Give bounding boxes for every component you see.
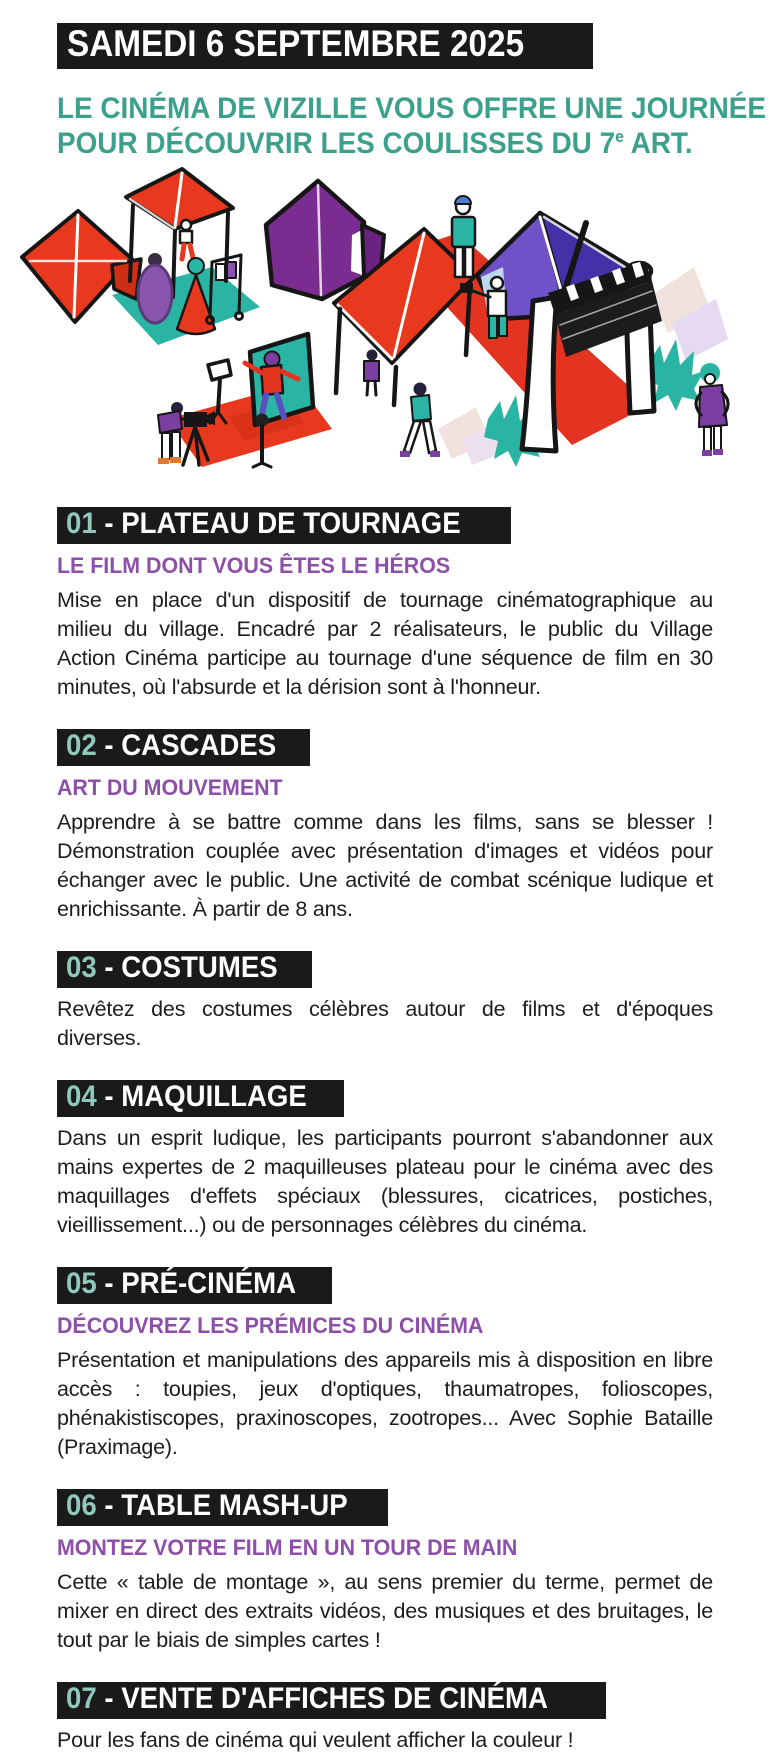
- section-title: MAQUILLAGE: [121, 1080, 307, 1113]
- section-vente-affiches: [57, 1682, 713, 1755]
- section-banner: [57, 1267, 332, 1304]
- section-body: Mise en place d'un dispositif de tournage cinématographique au milieu du village. Encadré par 2 réalisateurs, le public du Village Action Cinéma participe au tournage d'une séquence de film en 30 minutes, où l'absurde et la dérision sont à l'honneur.: [57, 588, 713, 699]
- section-body: Dans un esprit ludique, les participants pourront s'abandonner aux mains expertes de 2 maquilleuses plateau pour le cinéma avec des maquillages d'effets spéciaux (blessures, cicatrices, postiches, vieillissement...) ou de personnages célèbres du cinéma.: [57, 1126, 713, 1237]
- section-subtitle: ART DU MOUVEMENT: [57, 775, 283, 800]
- section-title: CASCADES: [121, 729, 277, 762]
- section-subtitle: LE FILM DONT VOUS ÊTES LE HÉROS: [57, 553, 451, 578]
- section-maquillage: [57, 1080, 713, 1240]
- visitor-walking: [400, 383, 440, 458]
- event-date: SAMEDI 6 SEPTEMBRE 2025: [67, 23, 525, 64]
- section-banner: [57, 1489, 388, 1526]
- section-table-mash-up: [57, 1489, 713, 1655]
- section-subtitle: MONTEZ VOTRE FILM EN UN TOUR DE MAIN: [57, 1535, 518, 1560]
- section-number: 04: [66, 1080, 97, 1113]
- separator: -: [96, 507, 122, 540]
- paper-fans-right: [652, 267, 728, 361]
- section-body: Cette « table de montage », au sens premier du terme, permet de mixer en direct des extraits vidéos, des musiques et des bruitages, le tout par le biais de simples cartes !: [57, 1570, 713, 1652]
- section-banner: [57, 507, 511, 544]
- section-number: 07: [66, 1682, 97, 1715]
- section-banner: [57, 1080, 344, 1117]
- section-number: 02: [66, 729, 97, 762]
- section-title: PRÉ-CINÉMA: [121, 1267, 297, 1300]
- village-illustration: [0, 167, 768, 467]
- section-subtitle: DÉCOUVREZ LES PRÉMICES DU CINÉMA: [57, 1313, 484, 1338]
- page-title-banner: [57, 23, 593, 69]
- section-title: COSTUMES: [121, 951, 278, 984]
- section-costumes: [57, 951, 713, 1053]
- intro-heading: LE CINÉMA DE VIZILLE VOUS OFFRE UNE JOURNÉE POUR DÉCOUVRIR LES COULISSES DU 7e ART.: [57, 92, 766, 160]
- section-title: VENTE D'AFFICHES DE CINÉMA: [121, 1682, 548, 1715]
- section-number: 05: [66, 1267, 97, 1300]
- separator: -: [96, 1489, 122, 1522]
- section-cascades: [57, 729, 713, 924]
- section-pre-cinema: [57, 1267, 713, 1462]
- separator: -: [96, 1080, 122, 1113]
- section-body: Revêtez des costumes célèbres autour de films et d'époques diverses.: [57, 997, 713, 1050]
- separator: -: [96, 951, 122, 984]
- section-plateau-de-tournage: [57, 507, 713, 702]
- visitor-right: [696, 363, 728, 456]
- section-banner: [57, 1682, 606, 1719]
- section-number: 06: [66, 1489, 97, 1522]
- section-number: 01: [66, 507, 97, 540]
- separator: -: [96, 1267, 122, 1300]
- section-title: PLATEAU DE TOURNAGE: [121, 507, 461, 540]
- section-body: Pour les fans de cinéma qui veulent afficher la couleur !: [57, 1728, 574, 1752]
- section-number: 03: [66, 951, 97, 984]
- section-title: TABLE MASH-UP: [121, 1489, 348, 1522]
- section-banner: [57, 729, 310, 766]
- section-body: Présentation et manipulations des appareils mis à disposition en libre accès : toupies, jeux d'optiques, thaumatropes, folioscopes, phénakistiscopes, praxinoscopes, zootropes... Avec Sophie Bataille (Praximage).: [57, 1348, 713, 1459]
- separator: -: [96, 1682, 122, 1715]
- separator: -: [96, 729, 122, 762]
- section-banner: [57, 951, 312, 988]
- section-body: Apprendre à se battre comme dans les films, sans se blesser ! Démonstration couplée avec présentation d'images et vidéos pour échanger avec le public. Une activité de combat scénique ludique et enrichissante. À partir de 8 ans.: [57, 810, 713, 921]
- visitor-beanie: [452, 196, 475, 277]
